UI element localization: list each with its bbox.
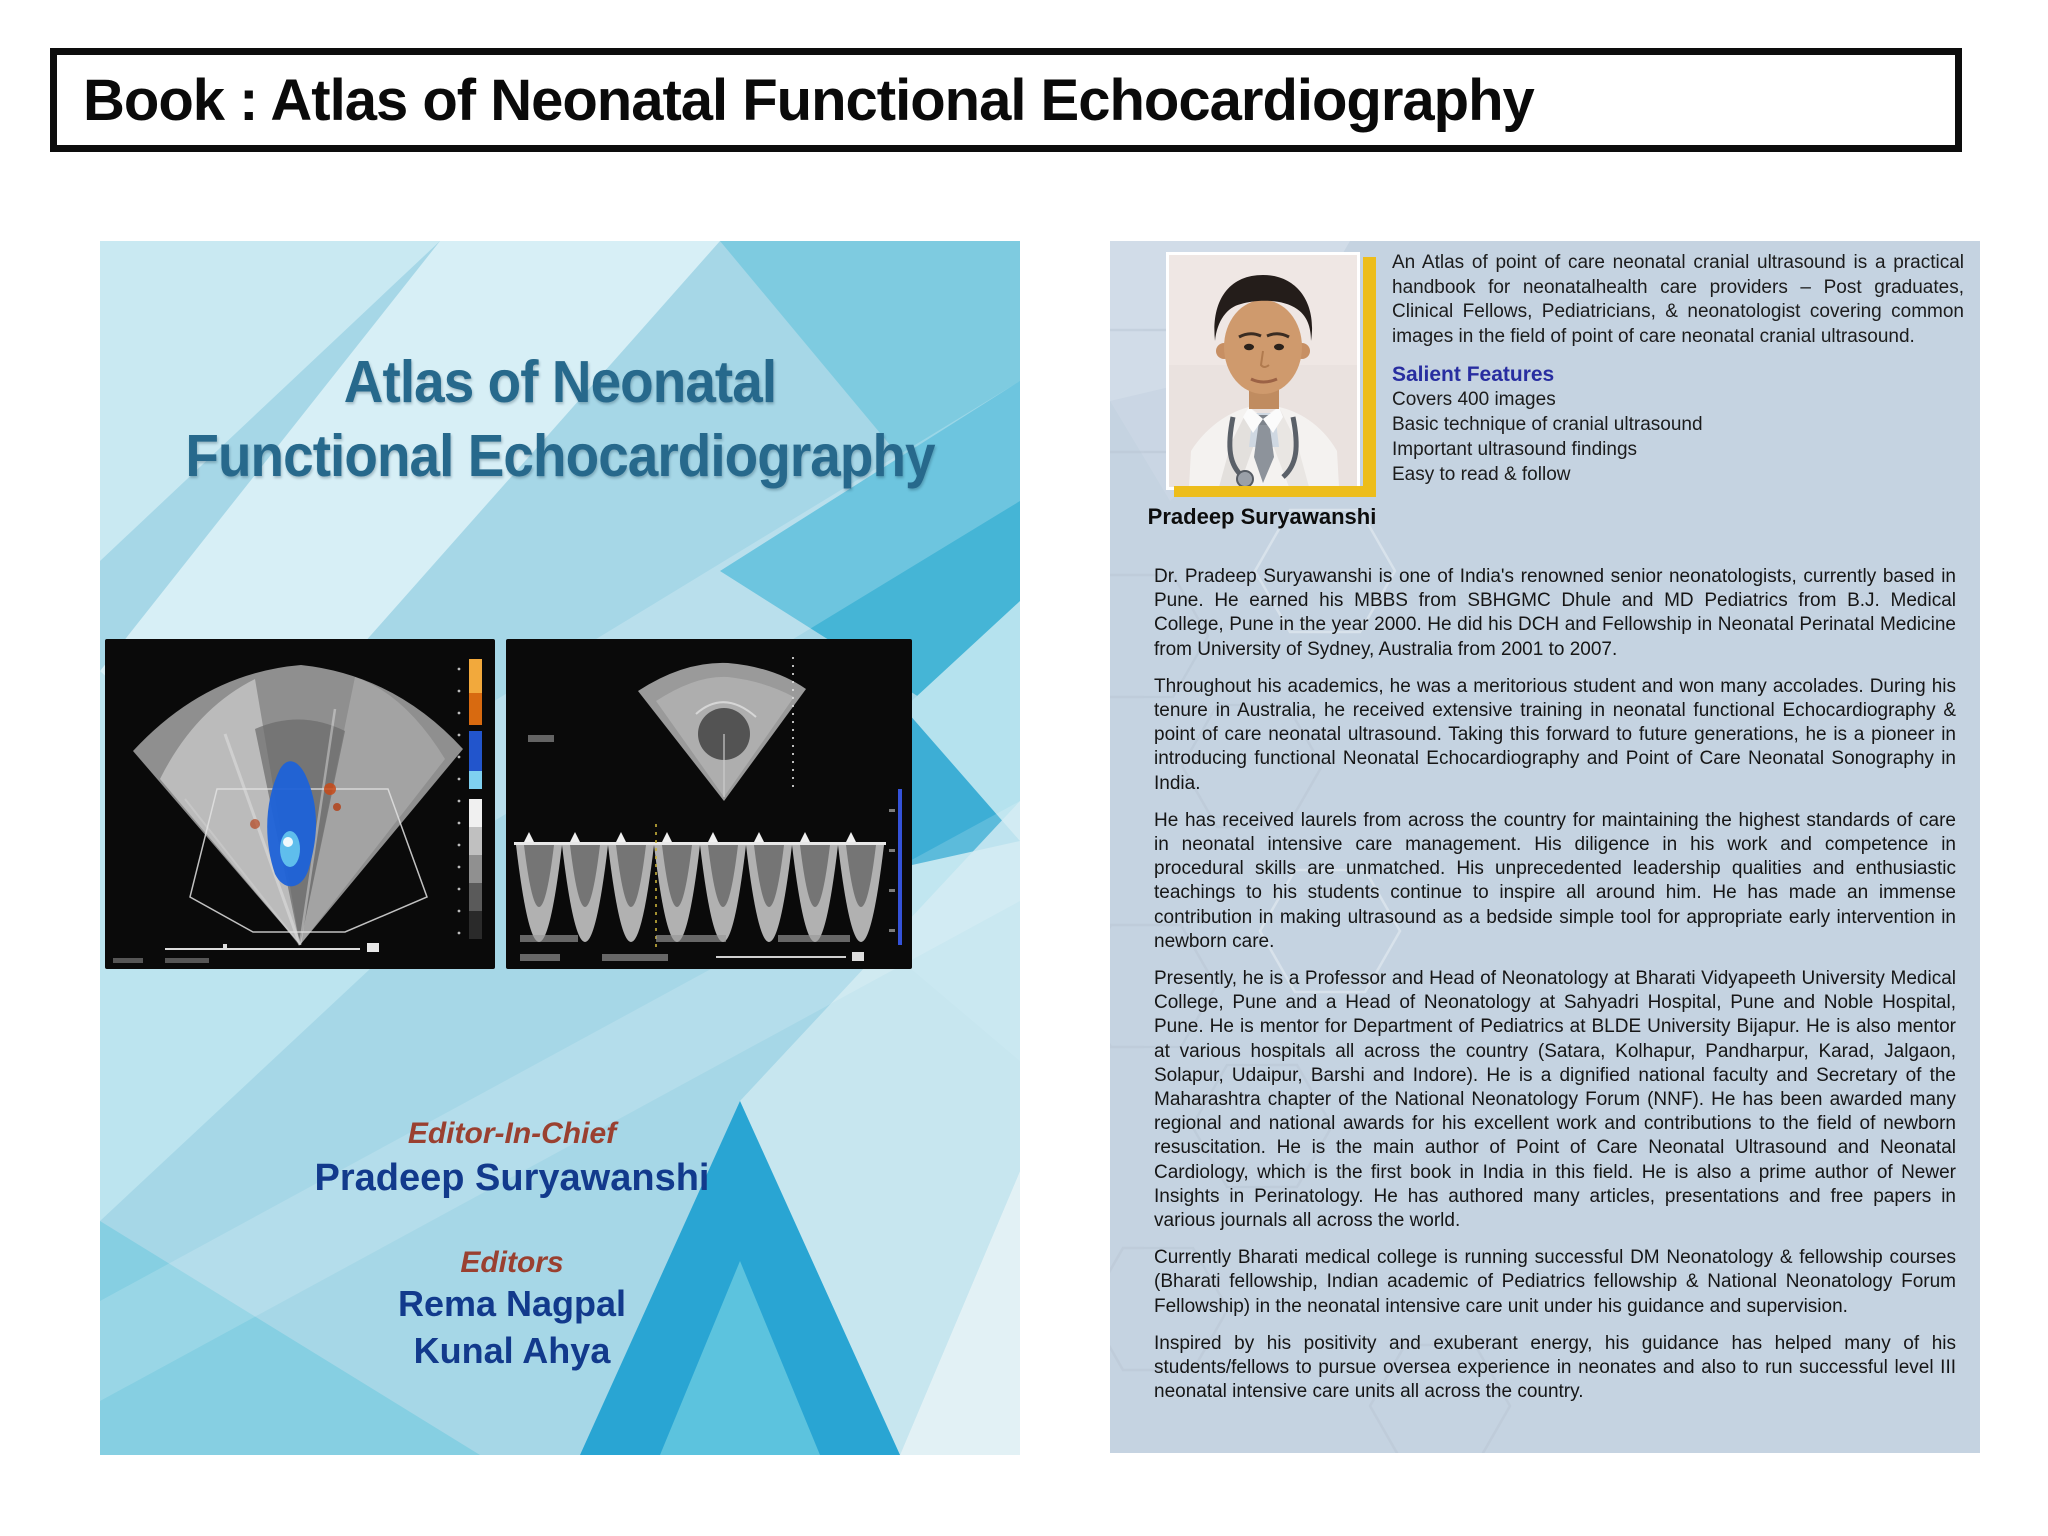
photo-accent-bar-horizontal <box>1174 486 1376 497</box>
author-photo-caption: Pradeep Suryawanshi <box>1147 504 1377 529</box>
bio-paragraph: Throughout his academics, he was a meritorious student and won many accolades. During his tenure in Australia, he received extensive training in neonatal functional Echocardiography & point of care neonatal ultrasound. Taking this forward to future generations, he is a pioneer in introducing functional Neonatal Echocardiography and Point of Care Neonatal Sonography in India. <box>1154 675 1956 794</box>
salient-features-heading: Salient Features <box>1392 363 1555 386</box>
salient-feature-item: Covers 400 images <box>1392 389 1556 410</box>
salient-feature-item: Important ultrasound findings <box>1392 439 1638 460</box>
author-portrait-illustration <box>1169 255 1357 487</box>
editor-name: Kunal Ahya <box>413 1330 611 1371</box>
bio-paragraph: He has received laurels from across the country for maintaining the highest standards of care in neonatal intensive care management. His diligence in his work and competence in procedural skills are unmatched. His unprecedented leadership qualities and enthusiastic teachings to his students continue to inspire all around him. He has made an immense contribution in making ultrasound as a bedside simple tool for appropriate early intervention in newborn care. <box>1154 809 1956 952</box>
bio-paragraph: Inspired by his positivity and exuberant energy, his guidance has helped many of his students/fellows to pursue oversea experience in neonates and also to run successful level III neonatal intensive care units all across the country. <box>1154 1332 1956 1403</box>
cover-editors-block <box>100 1117 972 1374</box>
photo-accent-bar-vertical <box>1363 257 1376 491</box>
salient-feature-item: Easy to read & follow <box>1392 464 1571 485</box>
author-photo <box>1166 252 1360 490</box>
book-intro-text: An Atlas of point of care neonatal cranial ultrasound is a practical handbook for neonatalhealth care providers – Post graduates, Clinical Fellows, Pediatricians, & neonatologist covering common images in the field of point of care neonatal cranial ultrasound. <box>1392 252 1964 347</box>
bio-paragraph: Dr. Pradeep Suryawanshi is one of India's renowned senior neonatologists, currently based in Pune. He earned his MBBS from SBHGMC Dhule and MD Pediatrics from B.J. Medical College, Pune in the year 2000. He did his DCH and Fellowship in Neonatal Perinatal Medicine from University of Sydney, Australia from 2001 to 2007. <box>1154 566 1956 660</box>
editor-name: Rema Nagpal <box>397 1283 627 1324</box>
book-back-cover <box>1110 241 1980 1453</box>
editor-in-chief-name: Pradeep Suryawanshi <box>314 1157 710 1199</box>
bio-paragraph: Currently Bharati medical college is running successful DM Neonatology & fellowship courses (Bharati fellowship, Indian academic of Pediatrics fellowship & National Neonatology Forum Fellowship) in the neonatal intensive care unit under his guidance and supervision. <box>1154 1247 1956 1317</box>
cover-title-line2: Functional Echocardiography <box>185 423 935 489</box>
cover-title-line1: Atlas of Neonatal <box>343 349 777 415</box>
ultrasound-spectral-doppler-image <box>506 639 912 969</box>
editor-in-chief-label: Editor-In-Chief <box>407 1117 617 1150</box>
slide-title-box <box>50 48 1962 152</box>
salient-feature-item: Basic technique of cranial ultrasound <box>1392 414 1703 435</box>
cover-title <box>132 345 988 493</box>
author-biography <box>1154 565 1956 1418</box>
bio-paragraph: Presently, he is a Professor and Head of Neonatology at Bharati Vidyapeeth University Medical College, Pune and a Head of Neonatology at Sahyadri Hospital, Pune and Noble Hospital, Pune. He is mentor for Department of Pediatrics at BLDE University Bijapur. He is also mentor at various hospitals all across the country (Satara, Kolhapur, Pandharpur, Karad, Jalgaon, Solapur, Udaipur, Barshi and Indore). He is a dignified national faculty and Secretary of the Maharashtra chapter of the National Neonatology Forum (NNF). He has been awarded many regional and national awards for his excellent work and contributions to the field of newborn resuscitation. He is the main author of Point of Care Neonatal Ultrasound and Neonatal Cardiology, which is the first book in India in this field. He is also a prime author of Newer Insights in Perinatology. He has authored many articles, presentations and free papers in various journals all across the world. <box>1154 968 1956 1232</box>
page-title: Book : Atlas of Neonatal Functional Echocardiography <box>83 67 1534 133</box>
ultrasound-color-doppler-image <box>105 639 495 969</box>
editors-label: Editors <box>460 1246 564 1279</box>
back-cover-summary-column <box>1392 251 1964 487</box>
book-front-cover <box>100 241 1020 1455</box>
